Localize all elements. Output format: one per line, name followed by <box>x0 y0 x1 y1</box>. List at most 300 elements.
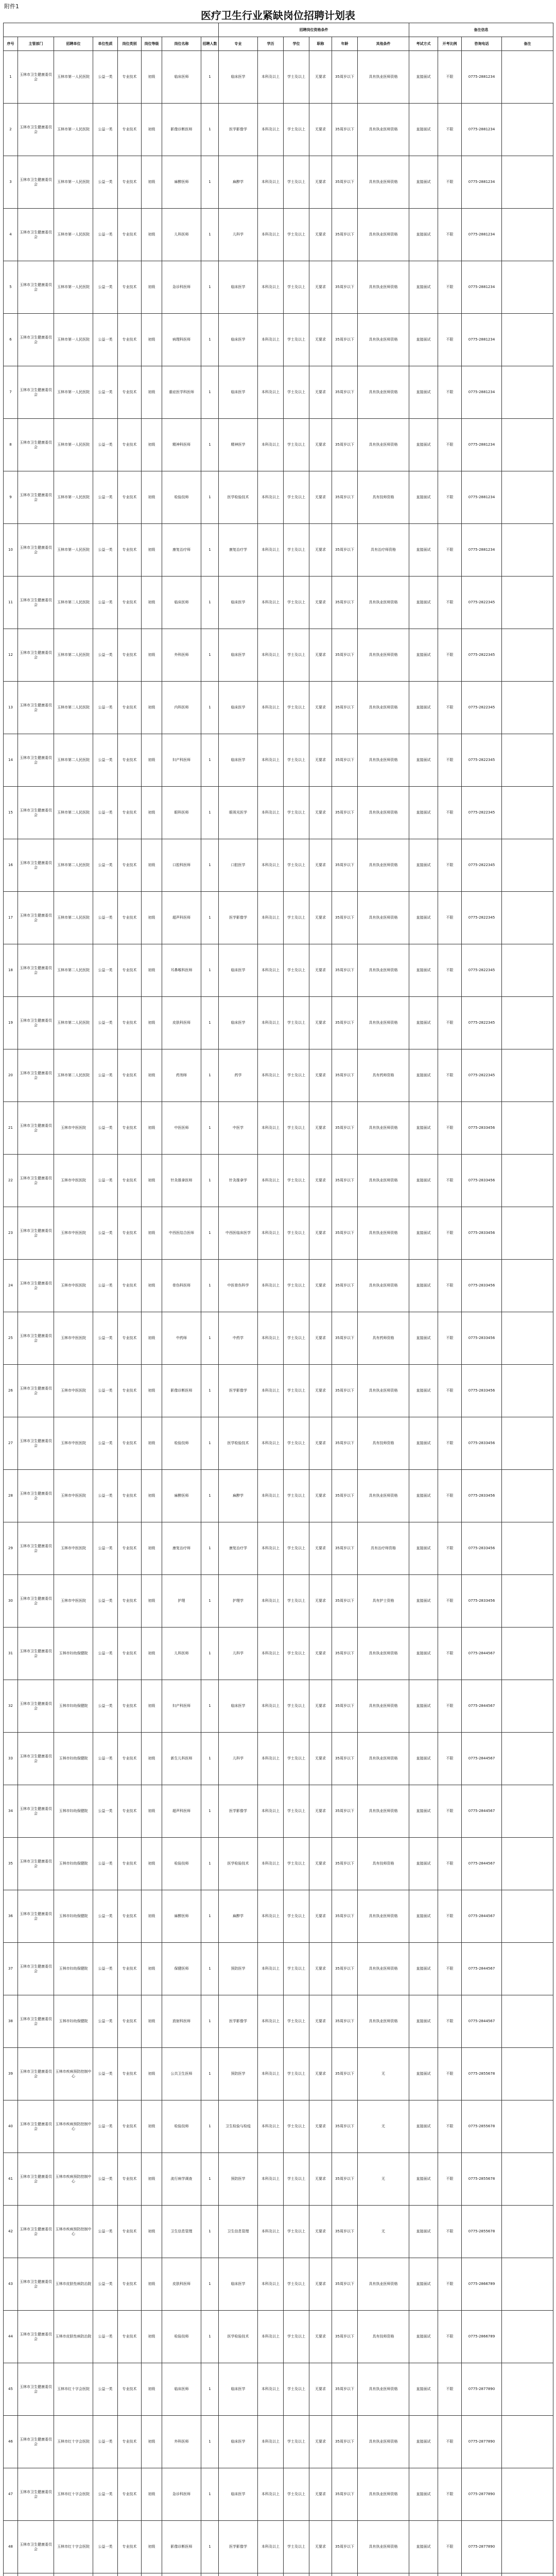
ratio-cell: 不限 <box>438 1522 462 1575</box>
ratio-cell: 不限 <box>438 1680 462 1733</box>
table-row <box>4 51 553 104</box>
post-name-cell: 耳鼻喉科医师 <box>162 944 201 997</box>
unit-cell: 玉林市妇幼保健院 <box>54 1838 93 1890</box>
degree-cell: 学士及以上 <box>284 104 309 156</box>
row-number: 19 <box>4 997 18 1049</box>
exam-cell: 直接面试 <box>409 1838 438 1890</box>
age-cell: 35周岁以下 <box>332 104 358 156</box>
unit-nature-cell: 公益一类 <box>93 2206 118 2258</box>
table-row <box>4 2206 553 2258</box>
department-cell: 玉林市卫生健康委员会 <box>18 419 54 471</box>
degree-cell: 学士及以上 <box>284 1049 309 1102</box>
remark-cell <box>502 2206 553 2258</box>
post-level-cell: 初级 <box>142 1733 162 1785</box>
degree-cell <box>284 2573 309 2576</box>
department-cell: 玉林市卫生健康委员会 <box>18 209 54 261</box>
exam-cell: 直接面试 <box>409 577 438 629</box>
exam-cell: 直接面试 <box>409 1575 438 1628</box>
row-number: 31 <box>4 1628 18 1680</box>
unit-cell: 玉林市妇幼保健院 <box>54 1890 93 1943</box>
phone-cell: 0775-2877890 <box>462 2468 502 2521</box>
department-cell: 玉林市卫生健康委员会 <box>18 892 54 944</box>
title-cell: 无要求 <box>309 1049 332 1102</box>
department-cell: 玉林市卫生健康委员会 <box>18 1943 54 1995</box>
other-cell: 具有执业医师资格 <box>358 629 409 682</box>
major-cell: 临床医学 <box>219 734 258 787</box>
department-cell: 玉林市卫生健康委员会 <box>18 2153 54 2206</box>
header-group-remarks: 备注信息 <box>409 23 553 37</box>
education-cell: 本科及以上 <box>258 2048 284 2100</box>
count-cell: 1 <box>201 944 219 997</box>
major-cell: 卫生信息管理 <box>219 2206 258 2258</box>
remark-cell <box>502 944 553 997</box>
post-name-cell: 外科医师 <box>162 2416 201 2468</box>
department-cell: 玉林市卫生健康委员会 <box>18 1995 54 2048</box>
exam-cell: 直接面试 <box>409 2258 438 2311</box>
age-cell: 35周岁以下 <box>332 1155 358 1207</box>
exam-cell: 直接面试 <box>409 997 438 1049</box>
column-header: 序号 <box>4 37 18 51</box>
row-number: 2 <box>4 104 18 156</box>
education-cell: 本科及以上 <box>258 314 284 366</box>
table-row <box>4 104 553 156</box>
age-cell: 35周岁以下 <box>332 156 358 209</box>
exam-cell: 直接面试 <box>409 629 438 682</box>
table-row <box>4 314 553 366</box>
phone-cell: 0775-2844567 <box>462 1890 502 1943</box>
title-cell: 无要求 <box>309 209 332 261</box>
post-type-cell: 专业技术 <box>118 524 142 577</box>
table-row <box>4 2521 553 2573</box>
other-cell: 具有技师资格 <box>358 471 409 524</box>
unit-nature-cell: 公益一类 <box>93 787 118 839</box>
age-cell: 35周岁以下 <box>332 944 358 997</box>
title-cell: 无要求 <box>309 471 332 524</box>
age-cell: 35周岁以下 <box>332 1680 358 1733</box>
age-cell: 35周岁以下 <box>332 2048 358 2100</box>
phone-cell: 0775-2833456 <box>462 1575 502 1628</box>
major-cell: 医学影像学 <box>219 1365 258 1417</box>
major-cell: 临床医学 <box>219 261 258 314</box>
count-cell: 1 <box>201 104 219 156</box>
table-row <box>4 1155 553 1207</box>
unit-cell: 玉林市中医医院 <box>54 1417 93 1470</box>
phone-cell: 0775-2844567 <box>462 1680 502 1733</box>
ratio-cell: 不限 <box>438 209 462 261</box>
count-cell: 1 <box>201 1943 219 1995</box>
other-cell: 具有执业医师资格 <box>358 1365 409 1417</box>
table-row <box>4 1312 553 1365</box>
other-cell: 具有执业医师资格 <box>358 419 409 471</box>
degree-cell: 学士及以上 <box>284 2363 309 2416</box>
count-cell: 1 <box>201 1312 219 1365</box>
row-number: 1 <box>4 51 18 104</box>
post-type-cell: 专业技术 <box>118 471 142 524</box>
unit-cell: 玉林市妇幼保健院 <box>54 1628 93 1680</box>
remark-cell <box>502 2521 553 2573</box>
post-name-cell: 皮肤科医师 <box>162 997 201 1049</box>
phone-cell: 0775-2822345 <box>462 787 502 839</box>
education-cell: 本科及以上 <box>258 577 284 629</box>
title-cell: 无要求 <box>309 2153 332 2206</box>
post-level-cell: 初级 <box>142 104 162 156</box>
unit-nature-cell: 公益一类 <box>93 2311 118 2363</box>
post-name-cell: 检验技师 <box>162 1417 201 1470</box>
title-cell: 无要求 <box>309 944 332 997</box>
age-cell: 35周岁以下 <box>332 1207 358 1260</box>
count-cell: 1 <box>201 1890 219 1943</box>
ratio-cell: 不限 <box>438 314 462 366</box>
count-cell: 1 <box>201 1470 219 1522</box>
row-number: 14 <box>4 734 18 787</box>
remark-cell <box>502 366 553 419</box>
ratio-cell: 不限 <box>438 2363 462 2416</box>
other-cell: 具有药师资格 <box>358 1312 409 1365</box>
post-name-cell: 影像诊断医师 <box>162 104 201 156</box>
degree-cell: 学士及以上 <box>284 1838 309 1890</box>
post-type-cell: 专业技术 <box>118 1628 142 1680</box>
degree-cell: 学士及以上 <box>284 1733 309 1785</box>
exam-cell: 直接面试 <box>409 1417 438 1470</box>
post-name-cell: 临床医师 <box>162 51 201 104</box>
age-cell: 35周岁以下 <box>332 2468 358 2521</box>
remark-cell <box>502 839 553 892</box>
exam-cell: 直接面试 <box>409 1365 438 1417</box>
phone-cell: 0775-2844567 <box>462 1785 502 1838</box>
remark-cell <box>502 209 553 261</box>
table-row <box>4 2100 553 2153</box>
exam-cell: 直接面试 <box>409 734 438 787</box>
table-row <box>4 1838 553 1890</box>
other-cell: 具有执业医师资格 <box>358 1785 409 1838</box>
unit-nature-cell: 公益一类 <box>93 1470 118 1522</box>
remark-cell <box>502 471 553 524</box>
count-cell: 1 <box>201 1522 219 1575</box>
remark-cell <box>502 2153 553 2206</box>
phone-cell: 0775-2866789 <box>462 2258 502 2311</box>
department-cell: 玉林市卫生健康委员会 <box>18 1417 54 1470</box>
row-number: 3 <box>4 156 18 209</box>
title-cell: 无要求 <box>309 419 332 471</box>
row-number: 39 <box>4 2048 18 2100</box>
title-cell: 无要求 <box>309 1995 332 2048</box>
age-cell: 35周岁以下 <box>332 2206 358 2258</box>
phone-cell: 0775-2833456 <box>462 1417 502 1470</box>
unit-cell: 玉林市第一人民医院 <box>54 419 93 471</box>
count-cell: 1 <box>201 1049 219 1102</box>
phone-cell: 0775-2822345 <box>462 944 502 997</box>
column-header: 备注 <box>502 37 553 51</box>
degree-cell: 学士及以上 <box>284 1628 309 1680</box>
unit-nature-cell: 公益一类 <box>93 209 118 261</box>
remark-cell <box>502 2363 553 2416</box>
major-cell: 临床医学 <box>219 682 258 734</box>
remark-cell <box>502 1102 553 1155</box>
department-cell: 玉林市卫生健康委员会 <box>18 366 54 419</box>
exam-cell: 直接面试 <box>409 787 438 839</box>
table-row <box>4 1890 553 1943</box>
other-cell: 具有执业医师资格 <box>358 314 409 366</box>
post-type-cell: 专业技术 <box>118 1365 142 1417</box>
title-cell: 无要求 <box>309 839 332 892</box>
post-level-cell: 初级 <box>142 2521 162 2573</box>
age-cell: 35周岁以下 <box>332 1470 358 1522</box>
phone-cell: 0775-2822345 <box>462 629 502 682</box>
phone-cell: 0775-2833456 <box>462 1522 502 1575</box>
post-level-cell: 初级 <box>142 787 162 839</box>
education-cell: 本科及以上 <box>258 1628 284 1680</box>
post-level-cell: 初级 <box>142 2100 162 2153</box>
unit-nature-cell: 公益一类 <box>93 1733 118 1785</box>
unit-nature-cell: 公益一类 <box>93 2100 118 2153</box>
unit-cell: 玉林市中医医院 <box>54 1102 93 1155</box>
post-name-cell: 中医医师 <box>162 1102 201 1155</box>
unit-nature-cell <box>93 2573 118 2576</box>
post-name-cell: 针灸推拿医师 <box>162 1155 201 1207</box>
row-number: 28 <box>4 1470 18 1522</box>
post-level-cell: 初级 <box>142 682 162 734</box>
education-cell: 本科及以上 <box>258 1943 284 1995</box>
major-cell: 儿科学 <box>219 1733 258 1785</box>
post-level-cell: 初级 <box>142 2311 162 2363</box>
post-type-cell: 专业技术 <box>118 892 142 944</box>
other-cell: 无 <box>358 2153 409 2206</box>
title-cell: 无要求 <box>309 2206 332 2258</box>
degree-cell: 学士及以上 <box>284 366 309 419</box>
count-cell: 1 <box>201 839 219 892</box>
post-level-cell: 初级 <box>142 1312 162 1365</box>
post-level-cell: 初级 <box>142 524 162 577</box>
remark-cell <box>502 2468 553 2521</box>
remark-cell <box>502 524 553 577</box>
post-type-cell: 专业技术 <box>118 2100 142 2153</box>
degree-cell: 学士及以上 <box>284 524 309 577</box>
age-cell: 35周岁以下 <box>332 524 358 577</box>
ratio-cell: 不限 <box>438 2048 462 2100</box>
post-name-cell: 儿科医师 <box>162 209 201 261</box>
post-name-cell: 麻醉医师 <box>162 156 201 209</box>
age-cell: 35周岁以下 <box>332 2311 358 2363</box>
count-cell: 1 <box>201 2258 219 2311</box>
degree-cell: 学士及以上 <box>284 944 309 997</box>
other-cell: 具有执业医师资格 <box>358 366 409 419</box>
post-name-cell: 重症医学科医师 <box>162 366 201 419</box>
table-row <box>4 944 553 997</box>
post-level-cell: 初级 <box>142 2258 162 2311</box>
degree-cell: 学士及以上 <box>284 2416 309 2468</box>
phone-cell: 0775-2855678 <box>462 2100 502 2153</box>
post-type-cell: 专业技术 <box>118 997 142 1049</box>
post-name-cell: 中药师 <box>162 1312 201 1365</box>
title-cell: 无要求 <box>309 1680 332 1733</box>
post-level-cell: 初级 <box>142 2416 162 2468</box>
post-name-cell <box>162 2573 201 2576</box>
ratio-cell: 不限 <box>438 629 462 682</box>
exam-cell: 直接面试 <box>409 471 438 524</box>
age-cell: 35周岁以下 <box>332 1417 358 1470</box>
other-cell: 具有执业医师资格 <box>358 997 409 1049</box>
post-level-cell: 初级 <box>142 1207 162 1260</box>
table-row <box>4 1365 553 1417</box>
title-cell: 无要求 <box>309 2363 332 2416</box>
other-cell: 具有执业医师资格 <box>358 892 409 944</box>
remark-cell <box>502 1838 553 1890</box>
exam-cell: 直接面试 <box>409 1102 438 1155</box>
remark-cell <box>502 1417 553 1470</box>
other-cell: 具有执业医师资格 <box>358 1890 409 1943</box>
count-cell: 1 <box>201 629 219 682</box>
age-cell: 35周岁以下 <box>332 419 358 471</box>
post-name-cell: 超声科医师 <box>162 1785 201 1838</box>
count-cell: 1 <box>201 997 219 1049</box>
exam-cell: 直接面试 <box>409 1260 438 1312</box>
table-row <box>4 2311 553 2363</box>
department-cell: 玉林市卫生健康委员会 <box>18 2416 54 2468</box>
unit-cell: 玉林市第二人民医院 <box>54 577 93 629</box>
education-cell: 本科及以上 <box>258 1995 284 2048</box>
ratio-cell: 不限 <box>438 156 462 209</box>
title-cell: 无要求 <box>309 682 332 734</box>
ratio-cell: 不限 <box>438 682 462 734</box>
education-cell: 本科及以上 <box>258 51 284 104</box>
age-cell: 35周岁以下 <box>332 2258 358 2311</box>
major-cell: 中医学 <box>219 1102 258 1155</box>
post-name-cell: 保健医师 <box>162 1943 201 1995</box>
post-level-cell: 初级 <box>142 1785 162 1838</box>
row-number: 38 <box>4 1995 18 2048</box>
department-cell: 玉林市卫生健康委员会 <box>18 156 54 209</box>
header-group-row <box>4 23 553 37</box>
post-level-cell: 初级 <box>142 1522 162 1575</box>
unit-cell: 玉林市中医医院 <box>54 1365 93 1417</box>
unit-cell: 玉林市中医医院 <box>54 1312 93 1365</box>
major-cell: 医学影像学 <box>219 104 258 156</box>
unit-nature-cell: 公益一类 <box>93 2363 118 2416</box>
unit-nature-cell: 公益一类 <box>93 839 118 892</box>
post-name-cell: 麻醉医师 <box>162 1890 201 1943</box>
education-cell: 本科及以上 <box>258 471 284 524</box>
post-name-cell: 急诊科医师 <box>162 2468 201 2521</box>
column-header: 岗位名称 <box>162 37 201 51</box>
phone-cell: 0775-2881234 <box>462 366 502 419</box>
phone-cell: 0775-2833456 <box>462 1260 502 1312</box>
age-cell: 35周岁以下 <box>332 892 358 944</box>
department-cell: 玉林市卫生健康委员会 <box>18 1155 54 1207</box>
row-number: 17 <box>4 892 18 944</box>
table-row <box>4 787 553 839</box>
unit-cell: 玉林市红十字会医院 <box>54 2521 93 2573</box>
age-cell: 35周岁以下 <box>332 734 358 787</box>
header-row <box>4 37 553 51</box>
department-cell: 玉林市卫生健康委员会 <box>18 2311 54 2363</box>
unit-nature-cell: 公益一类 <box>93 524 118 577</box>
table-row <box>4 2258 553 2311</box>
post-level-cell: 初级 <box>142 1995 162 2048</box>
education-cell: 本科及以上 <box>258 1838 284 1890</box>
other-cell: 具有执业医师资格 <box>358 2521 409 2573</box>
major-cell: 临床医学 <box>219 577 258 629</box>
row-number: 22 <box>4 1155 18 1207</box>
phone-cell: 0775-2877890 <box>462 2416 502 2468</box>
other-cell: 具有执业医师资格 <box>358 944 409 997</box>
unit-cell: 玉林市妇幼保健院 <box>54 1733 93 1785</box>
age-cell: 35周岁以下 <box>332 682 358 734</box>
unit-nature-cell: 公益一类 <box>93 366 118 419</box>
unit-cell: 玉林市第一人民医院 <box>54 314 93 366</box>
title-cell: 无要求 <box>309 156 332 209</box>
other-cell: 具有药师资格 <box>358 1049 409 1102</box>
count-cell: 1 <box>201 2153 219 2206</box>
phone-cell: 0775-2822345 <box>462 682 502 734</box>
count-cell: 1 <box>201 209 219 261</box>
unit-nature-cell: 公益一类 <box>93 2416 118 2468</box>
unit-nature-cell: 公益一类 <box>93 471 118 524</box>
degree-cell: 学士及以上 <box>284 1102 309 1155</box>
education-cell: 本科及以上 <box>258 2206 284 2258</box>
major-cell: 医学影像学 <box>219 2521 258 2573</box>
major-cell: 麻醉学 <box>219 1890 258 1943</box>
table-row <box>4 471 553 524</box>
unit-cell: 玉林市疾病预防控制中心 <box>54 2048 93 2100</box>
department-cell: 玉林市卫生健康委员会 <box>18 524 54 577</box>
column-header: 考试方式 <box>409 37 438 51</box>
major-cell: 医学影像学 <box>219 1785 258 1838</box>
department-cell: 玉林市卫生健康委员会 <box>18 1733 54 1785</box>
row-number: 33 <box>4 1733 18 1785</box>
row-number: 30 <box>4 1575 18 1628</box>
remark-cell <box>502 419 553 471</box>
post-type-cell: 专业技术 <box>118 366 142 419</box>
exam-cell <box>409 2573 438 2576</box>
post-level-cell <box>142 2573 162 2576</box>
phone-cell: 0775-2822345 <box>462 997 502 1049</box>
major-cell: 康复治疗学 <box>219 1522 258 1575</box>
education-cell: 本科及以上 <box>258 1155 284 1207</box>
education-cell: 本科及以上 <box>258 524 284 577</box>
degree-cell: 学士及以上 <box>284 2153 309 2206</box>
degree-cell: 学士及以上 <box>284 1417 309 1470</box>
post-type-cell: 专业技术 <box>118 2206 142 2258</box>
unit-nature-cell: 公益一类 <box>93 629 118 682</box>
other-cell: 具有治疗师资格 <box>358 524 409 577</box>
major-cell: 临床医学 <box>219 366 258 419</box>
department-cell: 玉林市卫生健康委员会 <box>18 577 54 629</box>
ratio-cell: 不限 <box>438 892 462 944</box>
unit-cell: 玉林市第一人民医院 <box>54 261 93 314</box>
education-cell: 本科及以上 <box>258 2521 284 2573</box>
unit-nature-cell: 公益一类 <box>93 1995 118 2048</box>
education-cell: 本科及以上 <box>258 1102 284 1155</box>
post-level-cell: 初级 <box>142 261 162 314</box>
title-cell <box>309 2573 332 2576</box>
other-cell: 具有执业医师资格 <box>358 682 409 734</box>
row-number: 23 <box>4 1207 18 1260</box>
major-cell: 儿科学 <box>219 209 258 261</box>
degree-cell: 学士及以上 <box>284 419 309 471</box>
major-cell: 临床医学 <box>219 314 258 366</box>
post-type-cell: 专业技术 <box>118 787 142 839</box>
major-cell: 临床医学 <box>219 2468 258 2521</box>
degree-cell: 学士及以上 <box>284 314 309 366</box>
other-cell: 具有执业医师资格 <box>358 1733 409 1785</box>
phone-cell: 0775-2881234 <box>462 261 502 314</box>
education-cell: 本科及以上 <box>258 1417 284 1470</box>
age-cell: 35周岁以下 <box>332 261 358 314</box>
major-cell: 药学 <box>219 1049 258 1102</box>
unit-nature-cell: 公益一类 <box>93 2258 118 2311</box>
phone-cell: 0775-2844567 <box>462 1628 502 1680</box>
education-cell: 本科及以上 <box>258 1470 284 1522</box>
